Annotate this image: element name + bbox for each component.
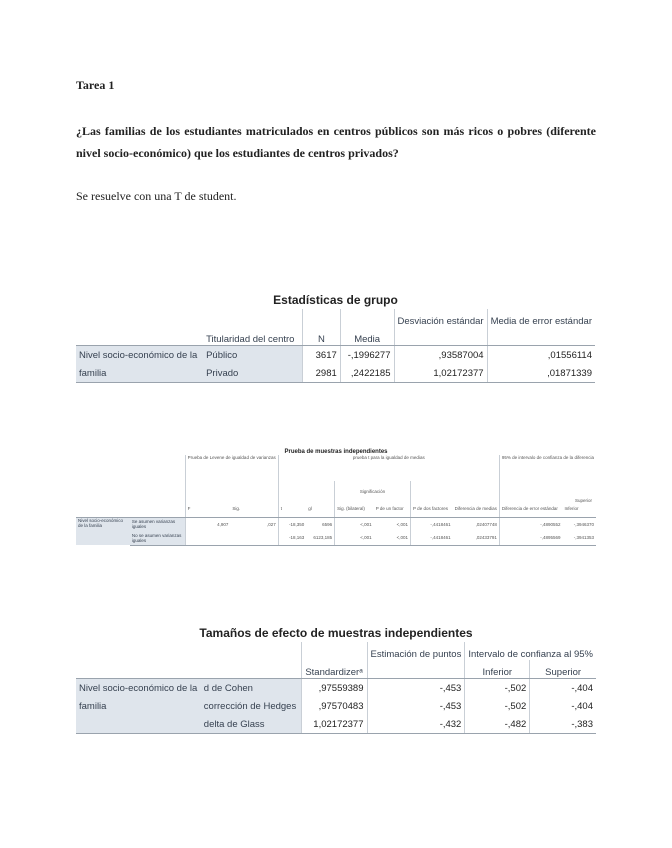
col-dif-medias: Diferencia de medias [453,501,500,517]
col-p-dos-factores: P de dos factores [411,501,453,517]
cell: <,001 [335,531,374,545]
table-row [76,679,596,698]
col-sig-bilateral: Sig. (bilateral) [335,501,374,517]
cell-standardizer: ,97559389 [301,679,367,698]
cell-media: -,1996277 [340,346,394,365]
table-row [76,364,595,383]
header-media-error: Media de error estándar [487,309,595,327]
cell: 4,907 [185,517,230,531]
measure-label: d de Cohen [201,679,301,698]
col-p-un-factor: P de un factor [374,501,411,517]
measure-label: corrección de Hedges [201,697,301,715]
independent-samples-test-table [76,449,596,546]
significance-header: Significación [335,481,411,501]
effect-sizes-table [76,626,596,734]
cell: ,02433791 [453,531,500,545]
header-titularidad: Titularidad del centro [203,327,302,346]
col-gl: gl [306,501,334,517]
cell-estimacion: -,453 [367,697,465,715]
cell-inferior: -,482 [465,715,530,734]
col-f: F [185,501,230,517]
group-statistics-table [76,293,595,383]
row-variable-label: Nivel socio-económico de la familia [76,517,130,545]
cell-desviacion: 1,02172377 [394,364,487,383]
cell-n: 3617 [303,346,341,365]
header-superior: Superior [530,660,596,679]
table-row [76,517,596,531]
header-media: Media [340,327,394,346]
row-variable-label: Nivel socio-económico de la [76,346,203,365]
row-assumption-label: No se asumen varianzas iguales [130,531,185,545]
cell-standardizer: 1,02172377 [301,715,367,734]
group-label: Privado [203,364,302,383]
research-question: ¿Las familias de los estudiantes matriculados en centros públicos son más ricos o pobres (diferente nivel socio-económico) que los estudiantes de centros privados? [76,124,596,160]
group-label: Público [203,346,302,365]
cell: 6123,185 [306,531,334,545]
cell: ,02407748 [475,521,497,527]
col-inferior: Inferior [563,501,596,517]
method-statement: Se resuelve con una T de student. [76,189,237,203]
cell-superior: -,383 [530,715,596,734]
cell: -,3946370 [573,521,594,527]
cell: -,4895569 [499,531,562,545]
ci-header: 95% de intervalo de confianza de la diferencia [499,455,596,481]
cell-estimacion: -,432 [367,715,465,734]
cell-error: ,01556114 [487,346,595,365]
cell: -,4418461 [411,531,453,545]
cell: ,027 [266,521,276,527]
table-row [76,715,596,734]
table-caption: Estadísticas de grupo [273,293,398,307]
table-row [76,531,596,545]
header-desviacion: Desviación estándar [394,309,487,327]
row-assumption-label: Se asumen varianzas iguales [130,517,185,531]
cell: -18,350 [278,517,306,531]
cell-media: ,2422185 [340,364,394,383]
cell-superior: -,404 [530,697,596,715]
col-sig: Sig. [230,501,278,517]
cell-n: 2981 [303,364,341,383]
cell-inferior: -,502 [465,679,530,698]
row-variable-label: familia [76,697,201,715]
col-t: t [278,501,306,517]
table-caption: Prueba de muestras independientes [284,449,388,455]
row-variable-label: Nivel socio-económico de la [76,679,201,698]
cell: <,001 [396,521,409,527]
header-ic: Intervalo de confianza al 95% [465,642,596,660]
cell-standardizer: ,97570483 [301,697,367,715]
levene-header: Prueba de Levene de igualdad de varianzas [185,455,278,481]
col-dif-error: Diferencia de error estándar [499,501,562,517]
cell: -,4890552 [499,517,562,531]
cell-desviacion: ,93587004 [394,346,487,365]
cell: -,4418461 [411,517,453,531]
document-title: Tarea 1 [76,78,115,92]
col-superior: Superior [574,498,592,503]
header-estimacion: Estimación de puntos [367,642,465,660]
cell: <,001 [374,531,411,545]
header-inferior: Inferior [465,660,530,679]
cell-inferior: -,502 [465,697,530,715]
cell [185,531,230,545]
measure-label: delta de Glass [201,715,301,734]
cell [230,531,278,545]
header-n: N [303,327,341,346]
header-standardizer: Standardizerᵃ [301,660,367,679]
cell: -18,163 [278,531,306,545]
cell-error: ,01871339 [487,364,595,383]
cell-superior: -,404 [530,679,596,698]
cell: -,3941353 [563,531,596,545]
table-row [76,697,596,715]
table-caption: Tamaños de efecto de muestras independientes [199,626,473,640]
ttest-header: prueba t para la igualdad de medias [278,455,499,481]
cell-estimacion: -,453 [367,679,465,698]
row-variable-label: familia [76,364,203,383]
cell: 6596 [322,521,333,527]
table-row [76,346,595,365]
cell: <,001 [335,517,374,531]
